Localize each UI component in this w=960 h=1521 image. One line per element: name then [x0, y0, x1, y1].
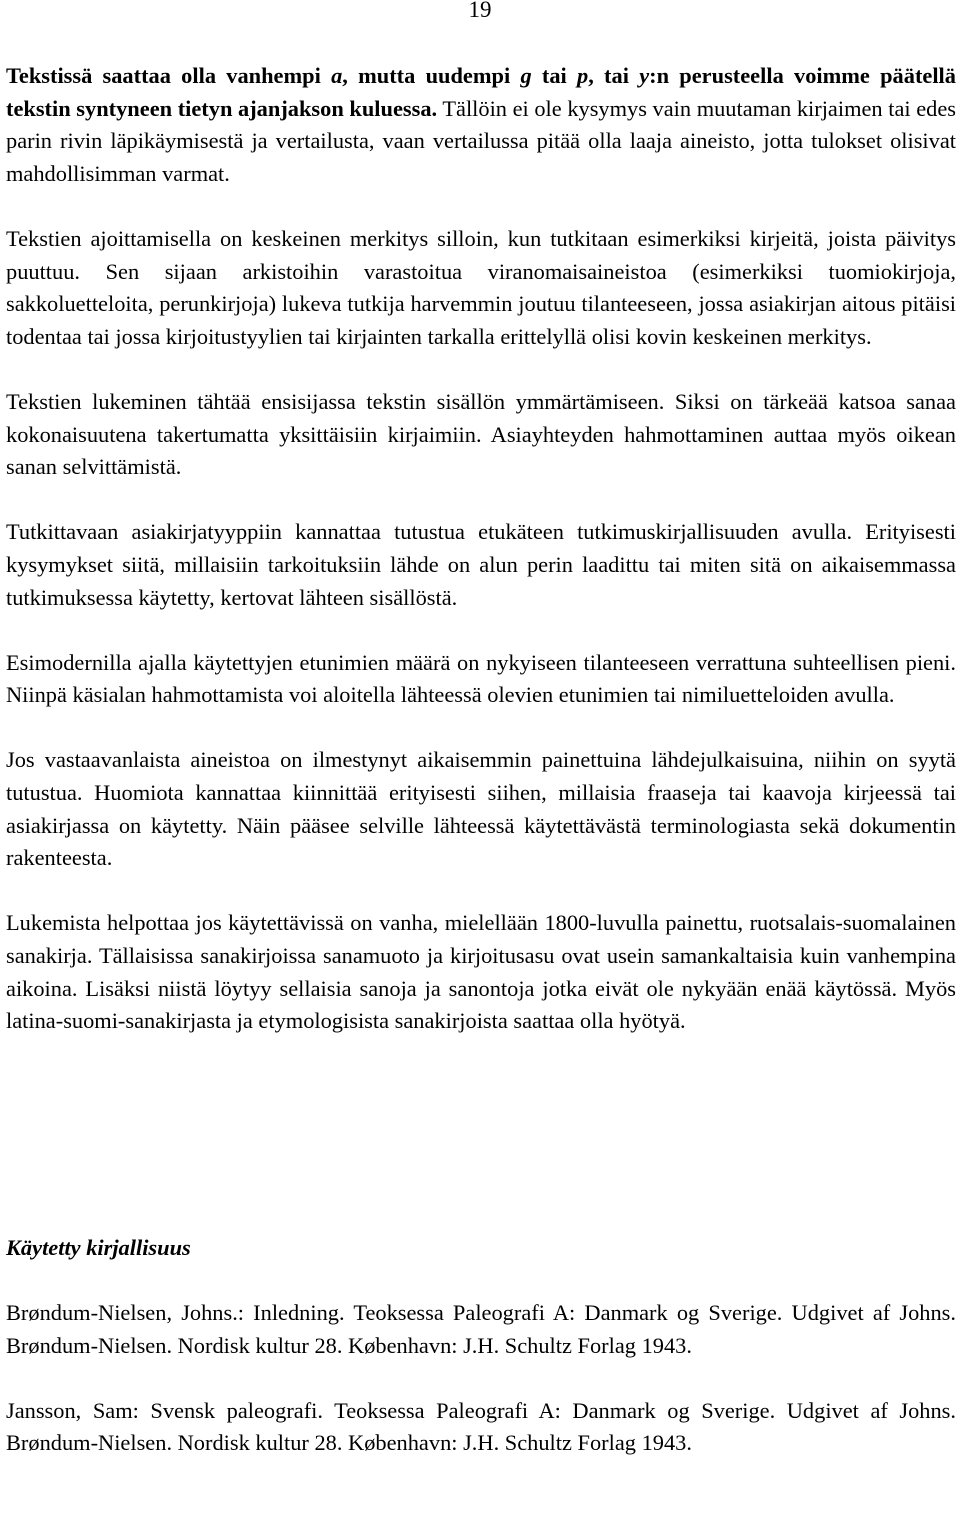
bold-text: Tekstissä saattaa olla vanhempi	[6, 63, 332, 88]
references-heading: Käytetty kirjallisuus	[6, 1235, 191, 1260]
paragraph-first-names: Esimodernilla ajalla käytettyjen etunimien määrä on nykyiseen tilanteeseen verrattuna suhteellisen pieni. Niinpä käsialan hahmottamista voi aloitella lähteessä olevien etunimien tai nimiluetteloiden avulla.	[6, 649, 956, 708]
letter-p: p	[577, 63, 589, 88]
references-list	[6, 1297, 956, 1493]
letter-a: a	[331, 63, 343, 88]
paragraph-source-publications: Jos vastaavanlaista aineistoa on ilmestynyt aikaisemmin painettuina lähdejulkaisuina, niihin on syytä tutustua. Huomiota kannattaa kiinnittää erityisesti siihen, millaisia fraaseja tai kaavoja kirjeessä tai asiakirjassa on käytetty. Näin pääsee selville lähteessä käytettävästä terminologiasta sekä dokumentin rakenteesta.	[6, 747, 956, 871]
bold-text: , mutta uudempi	[342, 63, 521, 88]
letter-y: y	[639, 63, 650, 88]
intro-rest: Tällöin ei ole kysymys vain muutaman kirjaimen tai edes parin rivin läpikäymisestä ja vertailusta, vaan vertailussa pitää olla laaja aineisto, jotta tulokset olisivat mahdollisimman varmat.	[6, 95, 956, 186]
paragraph-reading: Tekstien lukeminen tähtää ensisijassa tekstin sisällön ymmärtämiseen. Siksi on tärkeää katsoa sanaa kokonaisuutena takertumatta yksittäisiin kirjaimiin. Asiayhteyden hahmottaminen auttaa myös oikean sanan selvittämistä.	[6, 388, 956, 480]
paragraph-document-type: Tutkittavaan asiakirjatyyppiin kannattaa tutustua etukäteen tutkimuskirjallisuuden avulla. Erityisesti kysymykset siitä, millaisiin tarkoituksiin lähde on alun perin laadittu tai miten sitä on aikaisemmassa tutkimuksessa käytetty, kertovat lähteen sisällöstä.	[6, 519, 956, 610]
reference-item: Jansson, Sam: Svensk paleografi. Teoksessa Paleografi A: Danmark og Sverige. Udgivet af Johns. Brøndum-Nielsen. Nordisk kultur 28. København: J.H. Schultz Forlag 1943.	[6, 1397, 956, 1456]
bold-text: , tai	[588, 63, 640, 88]
bold-text: tai	[531, 63, 578, 88]
bold-text: :n perusteella voimme päätellä tekstin syntyneen tietyn ajanjakson kuluessa.	[6, 63, 956, 121]
paragraph-dictionaries: Lukemista helpottaa jos käytettävissä on vanha, mielellään 1800-luvulla painettu, ruotsalais-suomalainen sanakirja. Tällaisissa sanakirjoissa sanamuoto ja kirjoitusasu ovat usein samankaltaisia kuin vanhempina aikoina. Lisäksi niistä löytyy sellaisia sanoja ja sanontoja jotka eivät ole nykyään enää käytössä. Myös latina-suomi-sanakirjasta ja etymologisista sanakirjoista saattaa olla hyötyä.	[6, 910, 956, 1034]
letter-g: g	[520, 63, 532, 88]
body-text	[6, 60, 956, 1070]
reference-item: Brøndum-Nielsen, Johns.: Inledning. Teoksessa Paleografi A: Danmark og Sverige. Udgivet af Johns. Brøndum-Nielsen. Nordisk kultur 28. København: J.H. Schultz Forlag 1943.	[6, 1300, 956, 1358]
paragraph-dating: Tekstien ajoittamisella on keskeinen merkitys silloin, kun tutkitaan esimerkiksi kirjeitä, joista päivitys puuttuu. Sen sijaan arkistoihin varastoitua viranomaisaineistoa (esimerkiksi tuomiokirjoja, sakkoluetteloita, perunkirjoja) lukeva tutkija harvemmin joutuu tilanteeseen, jossa asiakirjan aitous pitäisi todentaa tai jossa kirjoitustyylien tai kirjainten tarkalla erittelyllä olisi kovin keskeinen merkitys.	[6, 225, 956, 349]
intro-paragraph	[6, 60, 956, 190]
page-number: 19	[468, 0, 492, 22]
